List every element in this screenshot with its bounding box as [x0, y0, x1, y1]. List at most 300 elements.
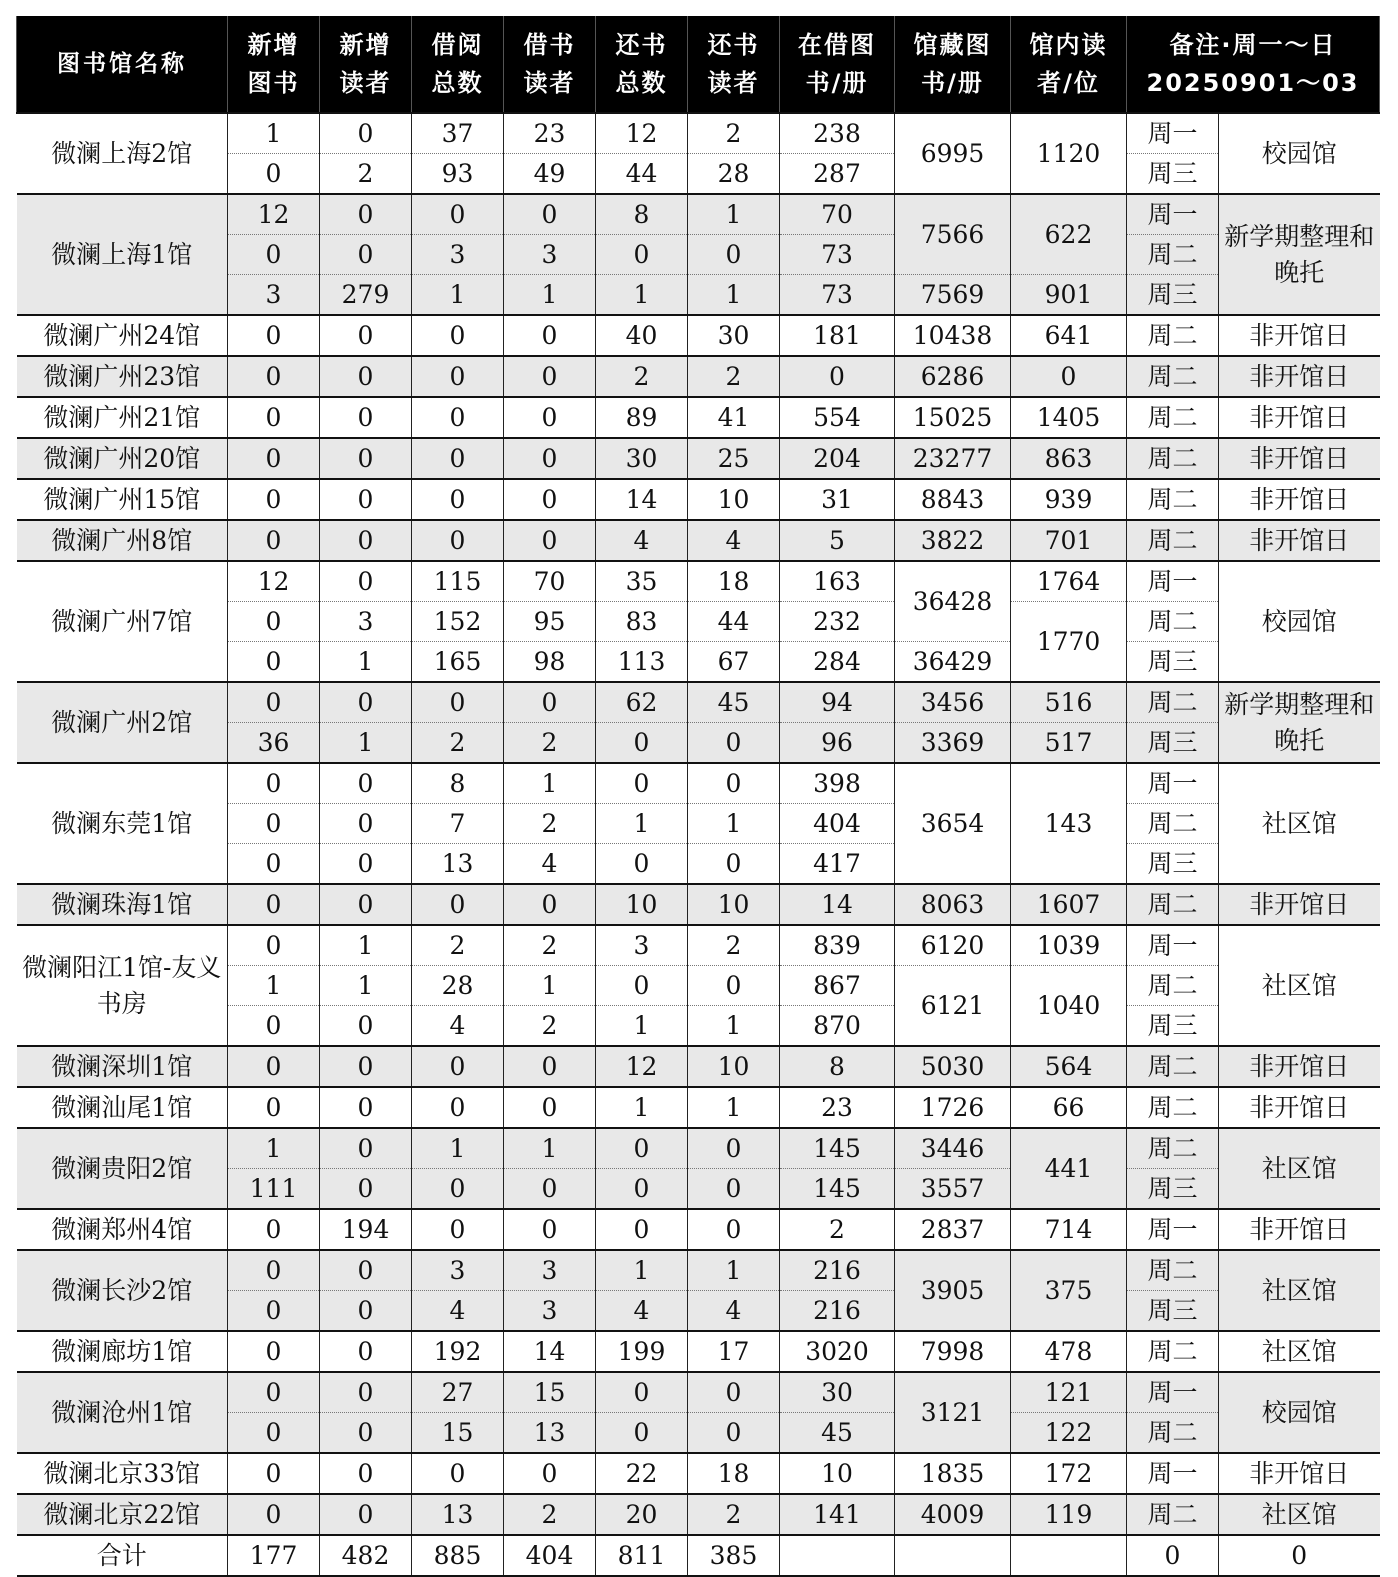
holdings-cell: 4009 — [895, 1494, 1011, 1535]
holdings-cell: 6995 — [895, 113, 1011, 194]
stat-cell: 0 — [320, 1087, 412, 1128]
weekday-cell: 周一 — [1127, 1209, 1219, 1250]
stat-cell: 4 — [412, 1006, 504, 1047]
stat-cell: 0 — [320, 113, 412, 154]
stat-cell: 0 — [228, 763, 320, 804]
stat-cell: 45 — [688, 682, 780, 723]
stat-cell: 4 — [596, 520, 688, 561]
stat-cell: 45 — [780, 1413, 895, 1454]
weekday-cell: 周三 — [1127, 844, 1219, 885]
weekday-cell: 周三 — [1127, 154, 1219, 195]
stat-cell: 1 — [228, 113, 320, 154]
stat-cell: 0 — [228, 235, 320, 275]
column-header-line: 新增 — [339, 31, 392, 59]
stat-cell: 2 — [596, 356, 688, 397]
library-name: 微澜广州7馆 — [17, 561, 228, 682]
stat-cell: 0 — [228, 1453, 320, 1494]
stat-cell: 0 — [596, 1209, 688, 1250]
column-header-line: 书/册 — [805, 69, 869, 97]
stat-cell: 0 — [688, 1209, 780, 1250]
stat-cell: 1 — [320, 966, 412, 1006]
readers-cell: 375 — [1011, 1250, 1127, 1331]
stat-cell: 28 — [412, 966, 504, 1006]
note-cell: 非开馆日 — [1219, 1046, 1380, 1087]
stat-cell: 0 — [504, 1087, 596, 1128]
stat-cell: 17 — [688, 1331, 780, 1372]
stat-cell: 0 — [320, 1453, 412, 1494]
stat-cell: 0 — [228, 1006, 320, 1047]
stat-cell: 0 — [504, 884, 596, 925]
stat-cell: 0 — [320, 804, 412, 844]
stat-cell: 3 — [412, 235, 504, 275]
note-cell: 校园馆 — [1219, 113, 1380, 194]
table-header — [17, 16, 1380, 113]
stat-cell: 35 — [596, 561, 688, 602]
stat-cell: 0 — [228, 1250, 320, 1291]
table-row — [17, 1372, 1380, 1413]
table-row — [17, 1494, 1380, 1535]
stat-cell: 0 — [412, 479, 504, 520]
table-row — [17, 1209, 1380, 1250]
stat-cell: 0 — [228, 682, 320, 723]
stat-cell: 238 — [780, 113, 895, 154]
stat-cell: 22 — [596, 1453, 688, 1494]
library-name: 微澜阳江1馆-友义书房 — [17, 925, 228, 1046]
column-header-line: 在借图 — [798, 31, 876, 59]
column-header-line: 者/位 — [1037, 69, 1100, 97]
stat-cell: 3 — [504, 1291, 596, 1332]
stat-cell: 0 — [228, 479, 320, 520]
holdings-cell: 1835 — [895, 1453, 1011, 1494]
stat-cell: 23 — [504, 113, 596, 154]
stat-cell: 0 — [320, 315, 412, 356]
stat-cell: 1 — [504, 275, 596, 316]
stat-cell: 199 — [596, 1331, 688, 1372]
library-name: 微澜上海1馆 — [17, 194, 228, 315]
stat-cell: 1 — [228, 1128, 320, 1169]
stat-cell: 36 — [228, 723, 320, 764]
stat-cell: 0 — [320, 1494, 412, 1535]
stat-cell: 0 — [688, 235, 780, 275]
column-header-line: 新增 — [247, 31, 300, 59]
stat-cell: 0 — [412, 315, 504, 356]
library-name: 微澜广州24馆 — [17, 315, 228, 356]
total-cell — [780, 1535, 895, 1576]
holdings-cell: 10438 — [895, 315, 1011, 356]
weekday-cell: 周二 — [1127, 397, 1219, 438]
stat-cell: 0 — [320, 1291, 412, 1332]
column-header — [1011, 16, 1127, 113]
stat-cell: 554 — [780, 397, 895, 438]
table-row — [17, 925, 1380, 966]
holdings-cell: 7998 — [895, 1331, 1011, 1372]
stat-cell: 232 — [780, 602, 895, 642]
table-row — [17, 1087, 1380, 1128]
stat-cell: 2 — [688, 925, 780, 966]
readers-cell: 564 — [1011, 1046, 1127, 1087]
library-name: 微澜广州2馆 — [17, 682, 228, 763]
stat-cell: 0 — [504, 397, 596, 438]
table-row — [17, 520, 1380, 561]
table-row — [17, 438, 1380, 479]
total-day-cell: 0 — [1127, 1535, 1219, 1576]
stat-cell: 2 — [688, 356, 780, 397]
stat-cell: 1 — [688, 1087, 780, 1128]
table-row — [17, 315, 1380, 356]
stat-cell: 30 — [688, 315, 780, 356]
stat-cell: 287 — [780, 154, 895, 195]
stat-cell: 145 — [780, 1128, 895, 1169]
stat-cell: 94 — [780, 682, 895, 723]
total-cell: 885 — [412, 1535, 504, 1576]
weekday-cell: 周二 — [1127, 602, 1219, 642]
library-name: 微澜广州21馆 — [17, 397, 228, 438]
stat-cell: 49 — [504, 154, 596, 195]
stat-cell: 163 — [780, 561, 895, 602]
table-row — [17, 113, 1380, 154]
weekday-cell: 周二 — [1127, 1413, 1219, 1454]
readers-cell: 143 — [1011, 763, 1127, 884]
weekday-cell: 周二 — [1127, 682, 1219, 723]
stat-cell: 0 — [320, 1046, 412, 1087]
readers-cell: 122 — [1011, 1413, 1127, 1454]
weekday-cell: 周二 — [1127, 1087, 1219, 1128]
stat-cell: 2 — [688, 1494, 780, 1535]
stat-cell: 0 — [228, 315, 320, 356]
holdings-cell: 6286 — [895, 356, 1011, 397]
weekday-cell: 周三 — [1127, 1006, 1219, 1047]
weekday-cell: 周三 — [1127, 723, 1219, 764]
readers-cell: 1040 — [1011, 966, 1127, 1047]
stat-cell: 70 — [504, 561, 596, 602]
stat-cell: 0 — [228, 925, 320, 966]
stat-cell: 1 — [688, 194, 780, 235]
note-cell: 非开馆日 — [1219, 397, 1380, 438]
stat-cell: 1 — [320, 642, 412, 683]
stat-cell: 0 — [228, 1494, 320, 1535]
note-cell: 新学期整理和晚托 — [1219, 682, 1380, 763]
stat-cell: 0 — [504, 194, 596, 235]
note-cell: 校园馆 — [1219, 1372, 1380, 1453]
holdings-cell: 6121 — [895, 966, 1011, 1047]
stat-cell: 1 — [596, 1087, 688, 1128]
library-name: 微澜广州8馆 — [17, 520, 228, 561]
stat-cell: 31 — [780, 479, 895, 520]
stat-cell: 15 — [412, 1413, 504, 1454]
table-row — [17, 356, 1380, 397]
column-header-line: 书/册 — [921, 69, 984, 97]
stat-cell: 0 — [412, 194, 504, 235]
column-header-line: 总数 — [615, 69, 668, 97]
stat-cell: 2 — [504, 1494, 596, 1535]
library-name: 微澜汕尾1馆 — [17, 1087, 228, 1128]
table-row — [17, 479, 1380, 520]
stat-cell: 0 — [228, 884, 320, 925]
stat-cell: 4 — [504, 844, 596, 885]
stat-cell: 12 — [596, 1046, 688, 1087]
stat-cell: 2 — [504, 925, 596, 966]
readers-cell: 441 — [1011, 1128, 1127, 1209]
stat-cell: 1 — [412, 1128, 504, 1169]
stat-cell: 10 — [780, 1453, 895, 1494]
stat-cell: 0 — [780, 356, 895, 397]
weekday-cell: 周二 — [1127, 804, 1219, 844]
stat-cell: 3 — [596, 925, 688, 966]
stat-cell: 89 — [596, 397, 688, 438]
stat-cell: 0 — [596, 966, 688, 1006]
stat-cell: 1 — [228, 966, 320, 1006]
stat-cell: 1 — [320, 925, 412, 966]
stat-cell: 3 — [228, 275, 320, 316]
stat-cell: 14 — [780, 884, 895, 925]
stat-cell: 1 — [320, 723, 412, 764]
holdings-cell: 3369 — [895, 723, 1011, 764]
stat-cell: 23 — [780, 1087, 895, 1128]
stat-cell: 62 — [596, 682, 688, 723]
readers-cell: 622 — [1011, 194, 1127, 275]
stat-cell: 3 — [504, 235, 596, 275]
stat-cell: 0 — [228, 356, 320, 397]
stat-cell: 8 — [780, 1046, 895, 1087]
note-cell: 非开馆日 — [1219, 315, 1380, 356]
readers-cell: 121 — [1011, 1372, 1127, 1413]
table-body — [17, 113, 1380, 1576]
stat-cell: 0 — [688, 844, 780, 885]
stat-cell: 70 — [780, 194, 895, 235]
library-stats-table — [16, 16, 1380, 1577]
stat-cell: 0 — [412, 884, 504, 925]
stat-cell: 192 — [412, 1331, 504, 1372]
stat-cell: 0 — [228, 642, 320, 683]
holdings-cell: 3654 — [895, 763, 1011, 884]
stat-cell: 18 — [688, 1453, 780, 1494]
table-row — [17, 763, 1380, 804]
stat-cell: 0 — [228, 154, 320, 195]
stat-cell: 4 — [688, 520, 780, 561]
stat-cell: 2 — [688, 113, 780, 154]
stat-cell: 0 — [228, 602, 320, 642]
stat-cell: 0 — [228, 438, 320, 479]
weekday-cell: 周二 — [1127, 1331, 1219, 1372]
library-name: 微澜北京33馆 — [17, 1453, 228, 1494]
column-header-line: 还书 — [707, 31, 760, 59]
stat-cell: 8 — [596, 194, 688, 235]
column-header-line: 备注·周一～日 — [1169, 31, 1337, 59]
readers-cell: 1405 — [1011, 397, 1127, 438]
stat-cell: 0 — [412, 1209, 504, 1250]
stat-cell: 25 — [688, 438, 780, 479]
weekday-cell: 周一 — [1127, 561, 1219, 602]
total-cell — [895, 1535, 1011, 1576]
stat-cell: 0 — [320, 884, 412, 925]
table-row — [17, 397, 1380, 438]
weekday-cell: 周一 — [1127, 925, 1219, 966]
holdings-cell: 36428 — [895, 561, 1011, 642]
stat-cell: 2 — [320, 154, 412, 195]
stat-cell: 0 — [320, 763, 412, 804]
stat-cell: 0 — [596, 235, 688, 275]
holdings-cell: 6120 — [895, 925, 1011, 966]
stat-cell: 2 — [780, 1209, 895, 1250]
total-cell: 177 — [228, 1535, 320, 1576]
stat-cell: 10 — [596, 884, 688, 925]
readers-cell: 863 — [1011, 438, 1127, 479]
total-cell: 404 — [504, 1535, 596, 1576]
holdings-cell: 3121 — [895, 1372, 1011, 1453]
note-cell: 非开馆日 — [1219, 884, 1380, 925]
stat-cell: 14 — [596, 479, 688, 520]
stat-cell: 41 — [688, 397, 780, 438]
stat-cell: 13 — [412, 1494, 504, 1535]
note-cell: 社区馆 — [1219, 1494, 1380, 1535]
library-name: 微澜郑州4馆 — [17, 1209, 228, 1250]
stat-cell: 0 — [504, 1453, 596, 1494]
weekday-cell: 周二 — [1127, 1128, 1219, 1169]
stat-cell: 12 — [228, 194, 320, 235]
weekday-cell: 周二 — [1127, 966, 1219, 1006]
library-name: 微澜广州20馆 — [17, 438, 228, 479]
stat-cell: 0 — [320, 682, 412, 723]
stat-cell: 0 — [504, 315, 596, 356]
stat-cell: 1 — [596, 275, 688, 316]
holdings-cell: 8063 — [895, 884, 1011, 925]
stat-cell: 113 — [596, 642, 688, 683]
stat-cell: 40 — [596, 315, 688, 356]
total-row — [17, 1535, 1380, 1576]
stat-cell: 0 — [320, 844, 412, 885]
holdings-cell: 3446 — [895, 1128, 1011, 1169]
stat-cell: 181 — [780, 315, 895, 356]
holdings-cell: 2837 — [895, 1209, 1011, 1250]
column-header — [596, 16, 688, 113]
stat-cell: 0 — [320, 1331, 412, 1372]
stat-cell: 867 — [780, 966, 895, 1006]
column-header — [1127, 16, 1380, 113]
holdings-cell: 5030 — [895, 1046, 1011, 1087]
note-cell: 非开馆日 — [1219, 520, 1380, 561]
readers-cell: 119 — [1011, 1494, 1127, 1535]
stat-cell: 0 — [320, 1413, 412, 1454]
readers-cell: 66 — [1011, 1087, 1127, 1128]
stat-cell: 1 — [688, 804, 780, 844]
readers-cell: 701 — [1011, 520, 1127, 561]
stat-cell: 4 — [596, 1291, 688, 1332]
stat-cell: 216 — [780, 1291, 895, 1332]
stat-cell: 0 — [228, 844, 320, 885]
readers-cell: 172 — [1011, 1453, 1127, 1494]
stat-cell: 0 — [228, 1331, 320, 1372]
note-cell: 非开馆日 — [1219, 356, 1380, 397]
stat-cell: 145 — [780, 1169, 895, 1210]
stat-cell: 1 — [596, 1250, 688, 1291]
stat-cell: 0 — [688, 723, 780, 764]
stat-cell: 27 — [412, 1372, 504, 1413]
stat-cell: 1 — [688, 1006, 780, 1047]
column-header-line: 读者 — [339, 69, 392, 97]
stat-cell: 1 — [504, 966, 596, 1006]
stat-cell: 0 — [320, 438, 412, 479]
column-header-line: 图书 — [247, 69, 300, 97]
table-row — [17, 1128, 1380, 1169]
library-name: 微澜沧州1馆 — [17, 1372, 228, 1453]
note-cell: 非开馆日 — [1219, 1209, 1380, 1250]
note-cell: 非开馆日 — [1219, 479, 1380, 520]
holdings-cell: 7566 — [895, 194, 1011, 275]
stat-cell: 0 — [320, 1006, 412, 1047]
stat-cell: 111 — [228, 1169, 320, 1210]
weekday-cell: 周二 — [1127, 1250, 1219, 1291]
stat-cell: 0 — [228, 1046, 320, 1087]
column-header-line: 还书 — [615, 31, 668, 59]
stat-cell: 0 — [596, 1372, 688, 1413]
stat-cell: 404 — [780, 804, 895, 844]
table-row — [17, 1250, 1380, 1291]
stat-cell: 30 — [596, 438, 688, 479]
stat-cell: 839 — [780, 925, 895, 966]
weekday-cell: 周二 — [1127, 235, 1219, 275]
column-header — [228, 16, 320, 113]
stat-cell: 1 — [596, 804, 688, 844]
column-header-line: 馆藏图 — [913, 31, 992, 59]
stat-cell: 0 — [228, 520, 320, 561]
readers-cell: 516 — [1011, 682, 1127, 723]
library-name: 微澜廊坊1馆 — [17, 1331, 228, 1372]
stat-cell: 0 — [504, 1209, 596, 1250]
table-row — [17, 1046, 1380, 1087]
stat-cell: 0 — [228, 1209, 320, 1250]
note-cell: 社区馆 — [1219, 1250, 1380, 1331]
stat-cell: 3 — [504, 1250, 596, 1291]
library-name: 微澜上海2馆 — [17, 113, 228, 194]
stat-cell: 1 — [504, 1128, 596, 1169]
column-header-line: 总数 — [431, 69, 484, 97]
stat-cell: 0 — [412, 356, 504, 397]
note-cell: 社区馆 — [1219, 925, 1380, 1046]
stat-cell: 0 — [412, 682, 504, 723]
stat-cell: 37 — [412, 113, 504, 154]
note-cell: 非开馆日 — [1219, 438, 1380, 479]
stat-cell: 0 — [688, 1128, 780, 1169]
column-header-line: 读者 — [523, 69, 576, 97]
readers-cell: 939 — [1011, 479, 1127, 520]
stat-cell: 95 — [504, 602, 596, 642]
total-cell: 385 — [688, 1535, 780, 1576]
stat-cell: 1 — [504, 763, 596, 804]
readers-cell: 478 — [1011, 1331, 1127, 1372]
stat-cell: 98 — [504, 642, 596, 683]
total-label: 合计 — [17, 1535, 228, 1576]
stat-cell: 0 — [320, 1169, 412, 1210]
holdings-cell: 3557 — [895, 1169, 1011, 1210]
weekday-cell: 周一 — [1127, 1372, 1219, 1413]
stat-cell: 73 — [780, 235, 895, 275]
stat-cell: 0 — [504, 682, 596, 723]
stat-cell: 30 — [780, 1372, 895, 1413]
stat-cell: 0 — [412, 520, 504, 561]
weekday-cell: 周一 — [1127, 763, 1219, 804]
table-row — [17, 1331, 1380, 1372]
column-header — [320, 16, 412, 113]
stat-cell: 0 — [504, 1046, 596, 1087]
stat-cell: 0 — [228, 1372, 320, 1413]
readers-cell: 1764 — [1011, 561, 1127, 602]
total-cell: 482 — [320, 1535, 412, 1576]
readers-cell: 641 — [1011, 315, 1127, 356]
readers-cell: 0 — [1011, 356, 1127, 397]
stat-cell: 96 — [780, 723, 895, 764]
stat-cell: 2 — [504, 723, 596, 764]
stat-cell: 870 — [780, 1006, 895, 1047]
